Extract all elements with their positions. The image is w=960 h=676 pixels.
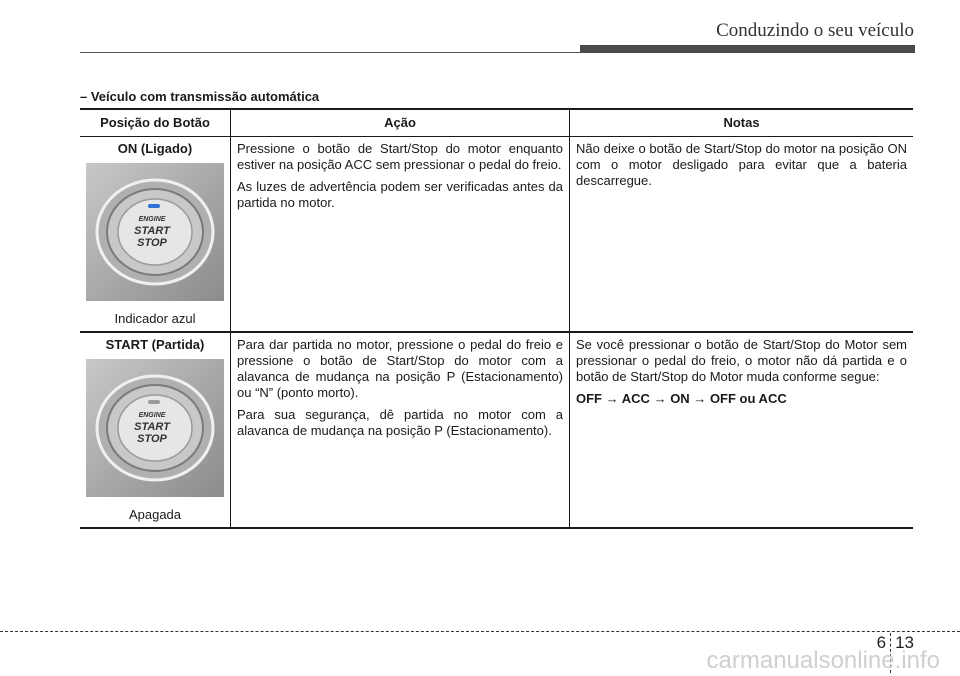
notes-text: Não deixe o botão de Start/Stop do motor na posição ON com o motor desligado para evitar que a bateria descarregue. <box>576 141 907 188</box>
start-stop-button-icon <box>86 359 224 497</box>
notes-cell <box>570 332 914 528</box>
indicator-caption: Indicador azul <box>114 311 196 326</box>
page-index: 13 <box>895 633 914 652</box>
table-row <box>80 332 913 528</box>
start-stop-button-image <box>86 163 224 301</box>
state-sequence <box>576 391 907 407</box>
notes-text: Se você pressionar o botão de Start/Stop do Motor sem pressionar o pedal do freio, o motor não dá partida e o botão de Start/Stop do Motor muda conforme segue: <box>576 337 907 384</box>
action-text: Para dar partida no motor, pressione o pedal do freio e pressione o botão de Start/Stop do motor com a alavanca de mudança na posição P (Estacionamento) ou “N” (ponto morto). <box>237 337 563 400</box>
action-cell <box>231 137 570 333</box>
sequence-step: ACC <box>621 391 650 406</box>
position-label: ON (Ligado) <box>117 141 193 156</box>
indicator-caption: Apagada <box>128 507 182 522</box>
start-stop-button-icon <box>86 163 224 301</box>
indicator-light <box>148 204 160 208</box>
action-text: As luzes de advertência podem ser verificadas antes da partida no motor. <box>237 179 563 210</box>
footer-rule <box>0 631 960 632</box>
engine-text: ENGINE <box>138 412 166 419</box>
engine-text: ENGINE <box>138 216 166 223</box>
sequence-step: ON <box>670 391 690 406</box>
table-row <box>80 137 913 333</box>
start-stop-button-image <box>86 359 224 497</box>
page-header-title: Conduzindo o seu veículo <box>716 20 914 41</box>
stop-text: STOP <box>137 433 167 445</box>
header-notes: Notas <box>570 109 914 137</box>
header-position: Posição do Botão <box>80 109 231 137</box>
sequence-step: OFF ou ACC <box>709 391 787 406</box>
arrow-icon: → <box>653 391 667 406</box>
action-cell <box>231 332 570 528</box>
sequence-step: OFF <box>576 391 602 406</box>
start-text: START <box>134 421 170 433</box>
header-bar <box>580 45 915 53</box>
action-text: Para sua segurança, dê partida no motor com a alavanca de mudança na posição P (Estacionamento). <box>237 407 563 438</box>
arrow-icon: → <box>693 391 707 406</box>
chapter-number: 6 <box>876 633 887 652</box>
position-cell <box>80 137 231 333</box>
start-text: START <box>134 225 170 237</box>
header-action: Ação <box>231 109 570 137</box>
position-cell <box>80 332 231 528</box>
position-label: START (Partida) <box>105 337 205 352</box>
watermark: carmanualsonline.info <box>706 647 940 674</box>
button-positions-table <box>80 108 913 529</box>
arrow-icon: → <box>605 391 619 406</box>
stop-text: STOP <box>137 237 167 249</box>
action-text: Pressione o botão de Start/Stop do motor enquanto estiver na posição ACC sem pressionar o pedal do freio. <box>237 141 563 172</box>
section-title: – Veículo com transmissão automática <box>80 89 320 104</box>
table-header-row <box>80 109 913 137</box>
indicator-light <box>148 400 160 404</box>
header-rule <box>80 52 580 53</box>
notes-cell <box>570 137 914 333</box>
